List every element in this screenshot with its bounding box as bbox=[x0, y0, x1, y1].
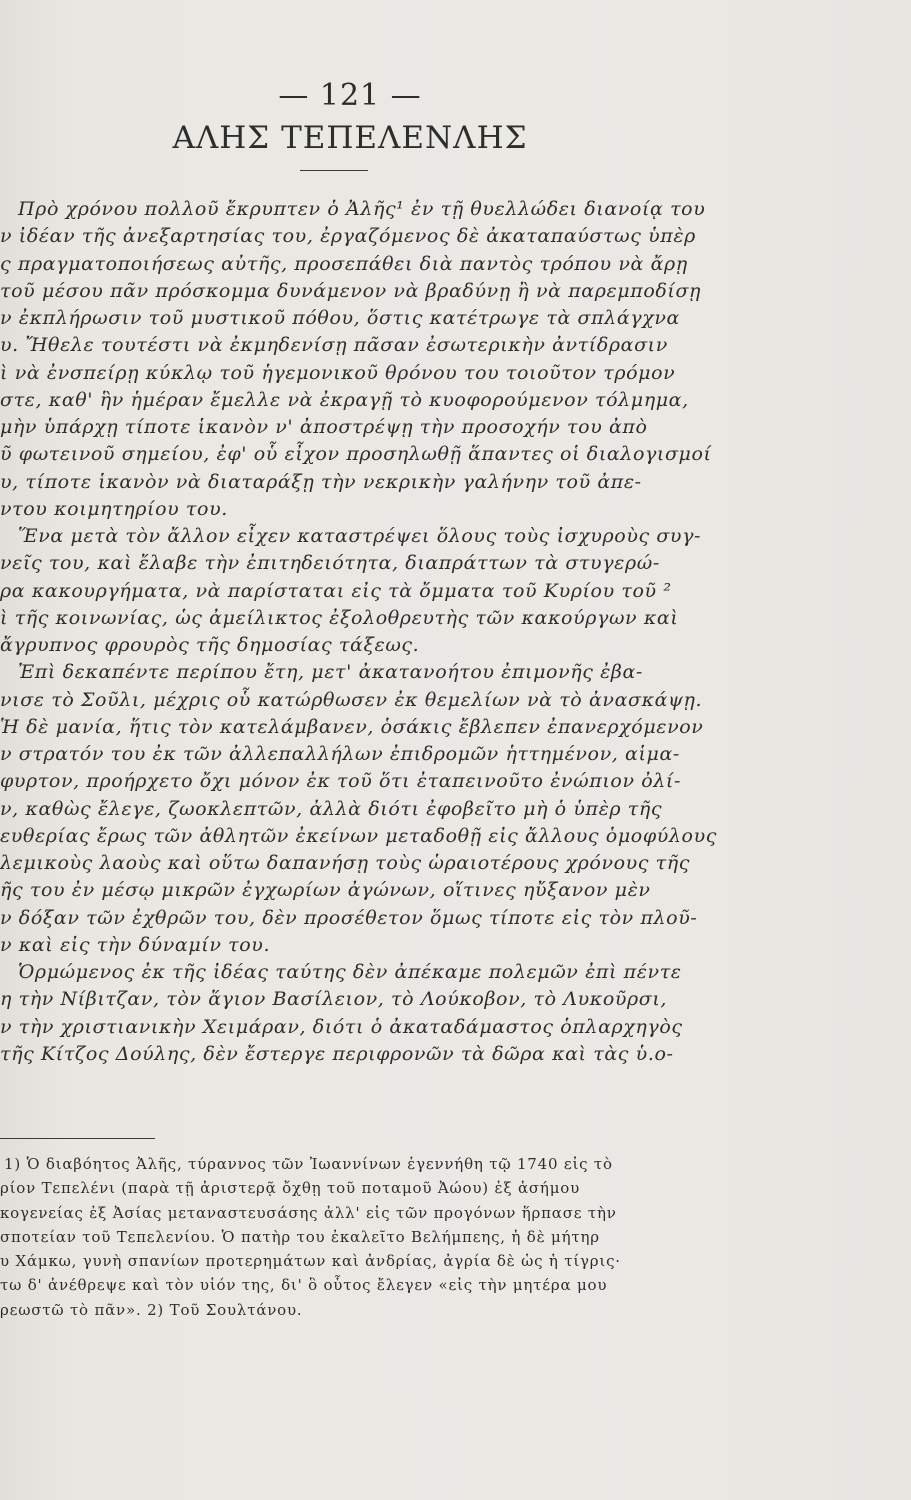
footnotes bbox=[0, 1152, 760, 1322]
body-line: ς πραγματοποιήσεως αὐτῆς, προσεπάθει διὰ παντὸς τρόπου νὰ ἄρῃ bbox=[0, 252, 688, 275]
body-line: λεμικοὺς λαοὺς καὶ οὕτω δαπανήσῃ τοὺς ὡραιοτέρους χρόνους τῆς bbox=[0, 852, 691, 874]
body-line: τῆς Κίτζος Δούλης, δὲν ἔστεργε περιφρονῶν τὰ δῶρα καὶ τὰς ὑ.ο- bbox=[0, 1042, 674, 1065]
body-line: νισε τὸ Σοῦλι, μέχρις οὗ κατώρθωσεν ἐκ θεμελίων νὰ τὸ ἀνασκάψῃ. bbox=[0, 688, 703, 711]
title-underline-rule bbox=[300, 170, 368, 171]
body-line: ν δόξαν τῶν ἐχθρῶν του, δὲν προσέθετον ὅμως τίποτε εἰς τὸν πλοῦ- bbox=[0, 906, 698, 929]
body-line: ῦ φωτεινοῦ σημείου, ἐφ' οὗ εἶχον προσηλωθῇ ἅπαντες οἱ διαλογισμοί bbox=[0, 443, 712, 466]
body-line: Ἐπὶ δεκαπέντε περίπου ἔτη, μετ' ἀκατανοήτου ἐπιμονῆς ἐβα- bbox=[18, 661, 643, 684]
body-line: ἄγρυπνος φρουρὸς τῆς δημοσίας τάξεως. bbox=[0, 634, 420, 656]
body-line: ν, καθὼς ἔλεγε, ζωοκλεπτῶν, ἀλλὰ διότι ἐφοβεῖτο μὴ ὁ ὑπὲρ τῆς bbox=[0, 797, 663, 820]
chapter-title: ΑΛΗΣ ΤΕΠΕΛΕΝΛΗΣ bbox=[172, 120, 528, 156]
body-line: τοῦ μέσου πᾶν πρόσκομμα δυνάμενον νὰ βραδύνῃ ἢ νὰ παρεμποδίσῃ bbox=[0, 279, 702, 302]
body-line: ευθερίας ἔρως τῶν ἀθλητῶν ἐκείνων μεταδοθῇ εἰς ἄλλους ὁμοφύλους bbox=[0, 824, 717, 847]
body-line: Ἕνα μετὰ τὸν ἄλλον εἶχεν καταστρέψει ὅλους τοὺς ἰσχυροὺς συγ- bbox=[18, 525, 702, 547]
body-line: ρα κακουργήματα, νὰ παρίσταται εἰς τὰ ὄμματα τοῦ Κυρίου τοῦ ² bbox=[0, 579, 672, 602]
body-line: ῆς του ἐν μέσῳ μικρῶν ἐγχωρίων ἀγώνων, οἵτινες ηὔξανον μὲν bbox=[0, 879, 651, 902]
footnote-line: 1) Ὁ διαβόητος Ἀλῆς, τύραννος τῶν Ἰωαννίνων ἐγεννήθη τῷ 1740 εἰς τὸ bbox=[4, 1155, 613, 1173]
page-number: — 121 — bbox=[278, 78, 422, 113]
body-line: μὴν ὑπάρχῃ τίποτε ἱκανὸν ν' ἀποστρέψῃ τὴν προσοχήν του ἀπὸ bbox=[0, 416, 648, 438]
body-line: ν ἐκπλήρωσιν τοῦ μυστικοῦ πόθου, ὅστις κατέτρωγε τὰ σπλάγχνα bbox=[0, 307, 680, 329]
body-line: ν στρατόν του ἐκ τῶν ἀλλεπαλλήλων ἐπιδρομῶν ἡττημένον, αἱμα- bbox=[0, 743, 680, 765]
body-line: ὶ τῆς κοινωνίας, ὡς ἀμείλικτος ἐξολοθρευτὴς τῶν κακούργων καὶ bbox=[0, 606, 679, 629]
footnote-line: τω δ' ἀνέθρεψε καὶ τὸν υἱόν της, δι' ὃ οὗτος ἔλεγεν «εἰς τὴν μητέρα μου bbox=[0, 1276, 608, 1295]
body-line: ν καὶ εἰς τὴν δύναμίν του. bbox=[0, 933, 271, 956]
body-line: υ. Ἤθελε τουτέστι νὰ ἐκμηδενίσῃ πᾶσαν ἐσωτερικὴν ἀντίδρασιν bbox=[0, 334, 668, 357]
body-line: φυρτον, προήρχετο ὄχι μόνον ἐκ τοῦ ὅτι ἐταπεινοῦτο ἐνώπιον ὀλί- bbox=[0, 770, 681, 793]
footnote-line: κογενείας ἐξ Ἀσίας μεταναστευσάσης ἀλλ' εἰς τῶν προγόνων ἥρπασε τὴν bbox=[0, 1203, 617, 1222]
footnote-line: ρίον Τεπελένι (παρὰ τῇ ἀριστερᾷ ὄχθῃ τοῦ ποταμοῦ Ἀώου) ἐξ ἀσήμου bbox=[0, 1179, 581, 1198]
body-line: Πρὸ χρόνου πολλοῦ ἔκρυπτεν ὁ Ἀλῆς¹ ἐν τῇ θυελλώδει διανοίᾳ του bbox=[18, 198, 706, 220]
body-text bbox=[0, 196, 780, 1068]
body-line: η τὴν Νίβιτζαν, τὸν ἅγιον Βασίλειον, τὸ Λούκοβον, τὸ Λυκοῦρσι, bbox=[0, 988, 668, 1011]
body-line: υ, τίποτε ἱκανὸν νὰ διαταράξῃ τὴν νεκρικὴν γαλήνην τοῦ ἀπε- bbox=[0, 470, 642, 493]
body-line: ὶ νὰ ἐνσπείρῃ κύκλῳ τοῦ ἡγεμονικοῦ θρόνου του τοιοῦτον τρόμον bbox=[0, 361, 676, 384]
body-line: ντου κοιμητηρίου του. bbox=[0, 497, 228, 520]
footnote-line: σποτείαν τοῦ Τεπελενίου. Ὁ πατὴρ του ἐκαλεῖτο Βελήμπεης, ἡ δὲ μήτηρ bbox=[0, 1227, 600, 1246]
body-line: ν ἰδέαν τῆς ἀνεξαρτησίας του, ἐργαζόμενος δὲ ἀκαταπαύστως ὑπὲρ bbox=[0, 225, 696, 248]
body-line: ν τὴν χριστιανικὴν Χειμάραν, διότι ὁ ἀκαταδάμαστος ὁπλαρχηγὸς bbox=[0, 1015, 683, 1038]
footnote-line: ρεωστῶ τὸ πᾶν». 2) Τοῦ Σουλτάνου. bbox=[0, 1300, 303, 1319]
footnote-separator-rule bbox=[0, 1138, 155, 1139]
body-line: στε, καθ' ἣν ἡμέραν ἔμελλε νὰ ἐκραγῇ τὸ κυοφορούμενον τόλμημα, bbox=[0, 388, 689, 411]
body-line: Ἡ δὲ μανία, ἥτις τὸν κατελάμβανεν, ὁσάκις ἔβλεπεν ἐπανερχόμενον bbox=[0, 715, 704, 738]
body-line: νεῖς του, καὶ ἔλαβε τὴν ἐπιτηδειότητα, διαπράττων τὰ στυγερώ- bbox=[0, 552, 660, 575]
body-line: Ὁρμώμενος ἐκ τῆς ἰδέας ταύτης δὲν ἀπέκαμε πολεμῶν ἐπὶ πέντε bbox=[18, 961, 682, 983]
footnote-line: υ Χάμκω, γυνὴ σπανίων προτερημάτων καὶ ἀνδρίας, ἀγρία δὲ ὡς ἡ τίγρις· bbox=[0, 1252, 621, 1271]
